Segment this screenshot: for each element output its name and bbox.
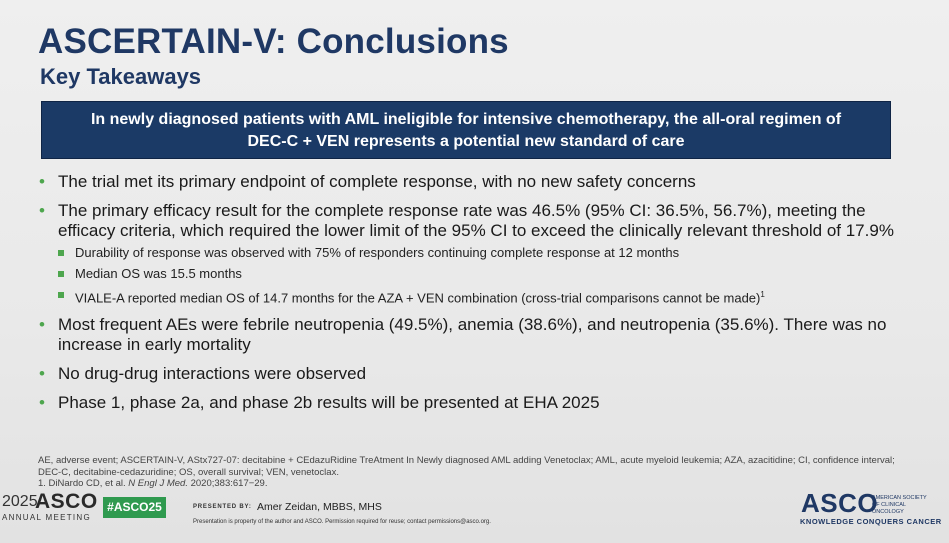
slide-subtitle: Key Takeaways xyxy=(40,64,202,89)
sub-bullet-text: Median OS was 15.5 months xyxy=(75,266,242,281)
bullet-text: The primary efficacy result for the complete response rate was 46.5% (95% CI: 36.5%, 56.7%), meeting the efficacy criteria, which required the lower limit of the 95% CI to exceed the clinically relevant threshold of 17.9% xyxy=(58,201,894,240)
bullet-dot-icon: • xyxy=(39,315,45,335)
slide-footer xyxy=(0,488,949,543)
bullet-dot-icon: • xyxy=(39,364,45,384)
bullet-text: The trial met its primary endpoint of complete response, with no new safety concerns xyxy=(58,172,696,191)
reference-suffix: 2020;383:617−29. xyxy=(187,478,268,489)
bullet-dot-icon: • xyxy=(39,172,45,191)
asco-logo: ASCO xyxy=(801,488,879,518)
bullet-item xyxy=(37,364,907,384)
bullet-text: Most frequent AEs were febrile neutropenia (49.5%), anemia (38.6%), and neutropenia (35.6%). There was no increase in early mortality xyxy=(58,315,887,355)
presented-by-label: PRESENTED BY: xyxy=(193,504,252,510)
bullet-item xyxy=(37,201,907,241)
bullet-item xyxy=(37,393,907,413)
annual-meeting-label: ANNUAL MEETING xyxy=(2,513,92,522)
square-bullet-icon xyxy=(58,292,64,298)
footnotes xyxy=(38,455,898,490)
presenter-name: Amer Zeidan, MBBS, MHS xyxy=(257,501,382,513)
banner-line-1: In newly diagnosed patients with AML ineligible for intensive chemotherapy, the all-oral regimen of xyxy=(90,111,842,128)
bullet-text: No drug-drug interactions were observed xyxy=(58,364,367,384)
slide-title: ASCERTAIN-V: Conclusions xyxy=(38,22,509,61)
sub-bullet-text: Durability of response was observed with 75% of responders continuing complete response at 12 months xyxy=(75,245,680,260)
sub-bullet-item xyxy=(58,287,907,306)
asco-tagline: AMERICAN SOCIETY OF CLINICAL ONCOLOGY xyxy=(872,495,927,515)
reference-superscript: 1 xyxy=(760,290,765,299)
bullet-list xyxy=(37,172,907,422)
sub-bullet-item xyxy=(58,245,907,261)
square-bullet-icon xyxy=(58,250,64,256)
key-message-banner xyxy=(41,101,891,159)
reference-journal: N Engl J Med. xyxy=(128,478,188,489)
bullet-dot-icon: • xyxy=(39,201,45,220)
reference xyxy=(38,478,898,490)
square-bullet-icon xyxy=(58,271,64,277)
abbreviations-line-1: AE, adverse event; ASCERTAIN-V, AStx727-07: decitabine + CEdazuRidine TreAtment In Newly diagnosed AML adding Venetoclax; AML, acute myeloid leukemia; AZA, azacitidine; CI, confidence interval; xyxy=(38,455,895,466)
bullet-item xyxy=(37,315,907,355)
sub-bullet-list xyxy=(58,245,907,306)
sub-bullet-item xyxy=(58,266,907,282)
knowledge-conquers-cancer: KNOWLEDGE CONQUERS CANCER xyxy=(800,517,942,526)
bullet-dot-icon: • xyxy=(39,393,45,413)
sub-bullet-text: VIALE-A reported median OS of 14.7 months for the AZA + VEN combination (cross-trial comparisons cannot be made) xyxy=(75,290,761,306)
banner-line-2: DEC-C + VEN represents a potential new standard of care xyxy=(247,133,685,150)
meeting-year: 2025 xyxy=(2,493,38,510)
copyright-notice: Presentation is property of the author and ASCO. Permission required for reuse; contact permissions@asco.org. xyxy=(193,519,491,525)
asco-meeting-logo: ASCO xyxy=(35,490,98,513)
reference-prefix: 1. DiNardo CD, et al. xyxy=(38,478,129,489)
bullet-item xyxy=(37,172,907,192)
abbreviations-line-2: DEC-C, decitabine-cedazuridine; OS, overall survival; VEN, venetoclax. xyxy=(38,466,339,478)
hashtag-badge: #ASCO25 xyxy=(103,497,166,518)
bullet-text: Phase 1, phase 2a, and phase 2b results will be presented at EHA 2025 xyxy=(58,393,600,413)
